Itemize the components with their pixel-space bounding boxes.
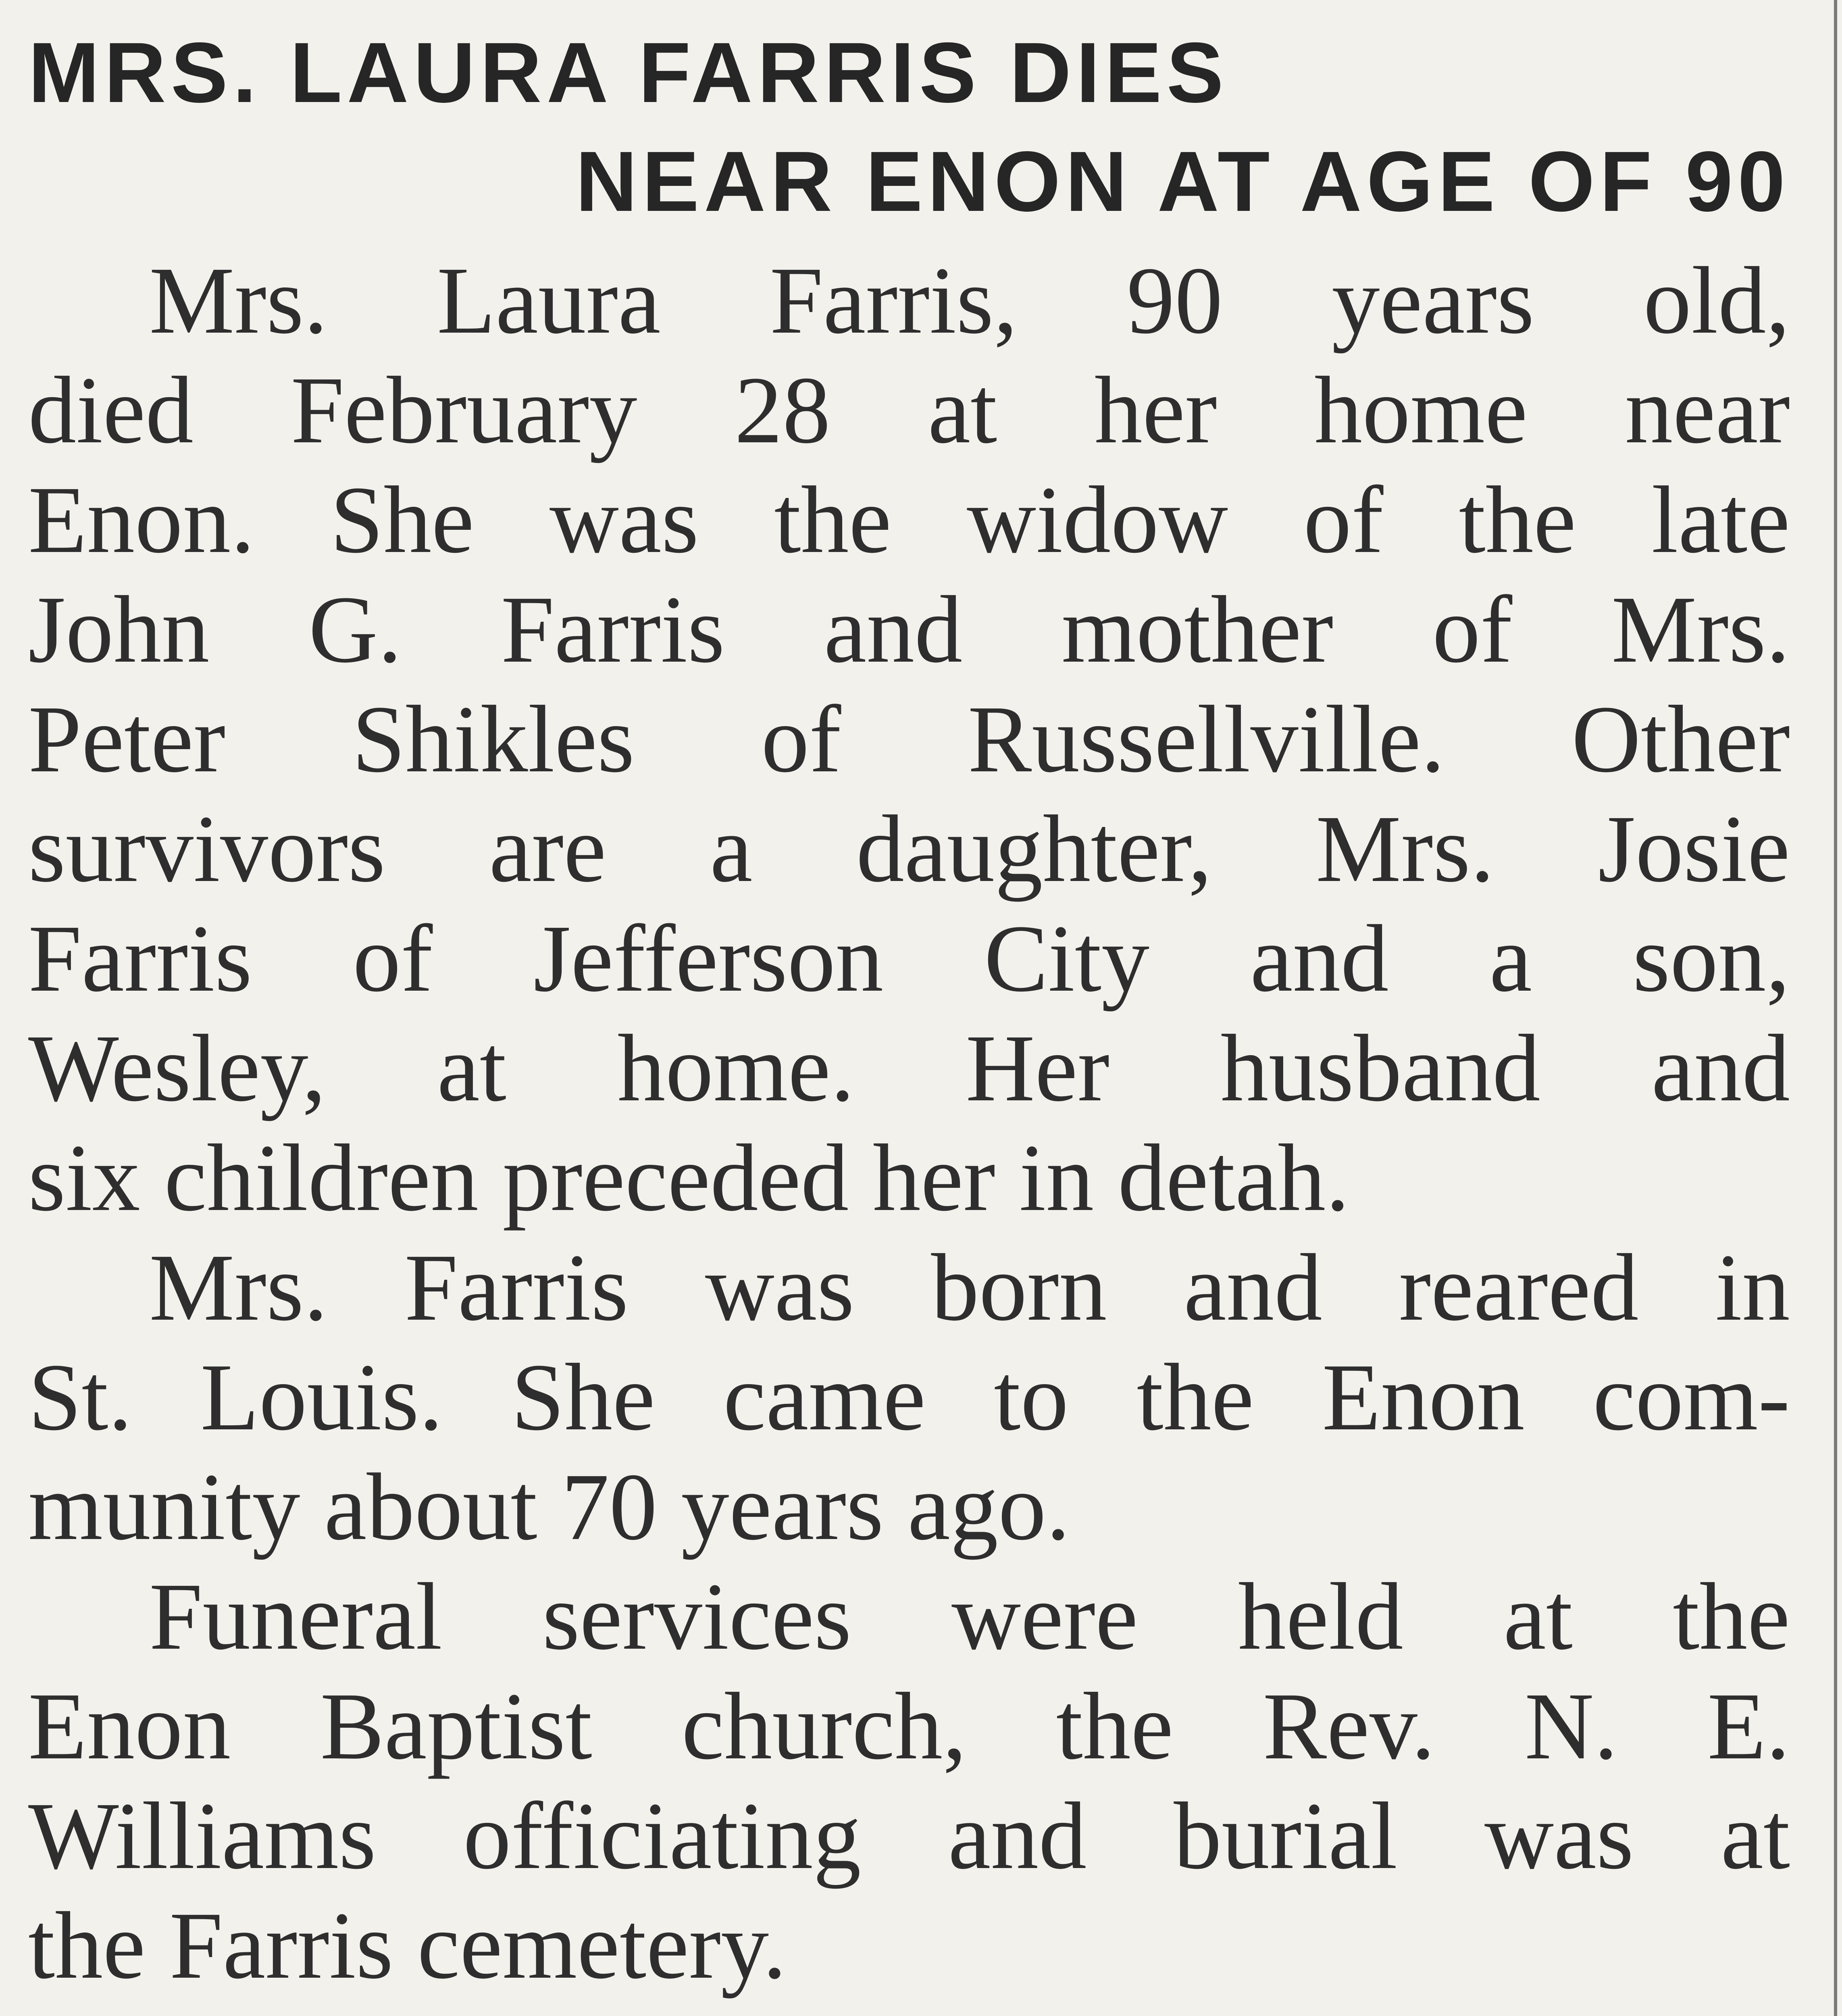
body-line: John G. Farris and mother of Mrs. <box>28 577 1790 683</box>
body-line: six children preceded her in detah. <box>28 1125 1350 1231</box>
body-line: munity about 70 years ago. <box>28 1454 1070 1560</box>
body-line: Enon. She was the widow of the late <box>28 467 1790 573</box>
body-line: Farris of Jefferson City and a son, <box>28 906 1790 1012</box>
body-line: survivors are a daughter, Mrs. Josie <box>28 796 1790 902</box>
body-line: Peter Shikles of Russellville. Other <box>28 686 1790 792</box>
body-line: Williams officiating and burial was at <box>28 1783 1790 1889</box>
body-line: St. Louis. She came to the Enon com- <box>28 1344 1790 1450</box>
headline-line-2: NEAR ENON AT AGE OF 90 <box>575 133 1790 229</box>
headline-line-1: MRS. LAURA FARRIS DIES <box>28 25 1228 120</box>
column-rule <box>1834 0 1837 2016</box>
body-line: Funeral services were held at the <box>149 1564 1790 1670</box>
body-line: died February 28 at her home near <box>28 357 1790 463</box>
body-line: Mrs. Laura Farris, 90 years old, <box>149 248 1790 354</box>
body-line: Wesley, at home. Her husband and <box>28 1015 1790 1121</box>
article-body <box>28 246 1790 2001</box>
body-line: Mrs. Farris was born and reared in <box>149 1235 1790 1341</box>
body-line: Enon Baptist church, the Rev. N. E. <box>28 1673 1790 1779</box>
body-line: the Farris cemetery. <box>28 1893 787 1999</box>
